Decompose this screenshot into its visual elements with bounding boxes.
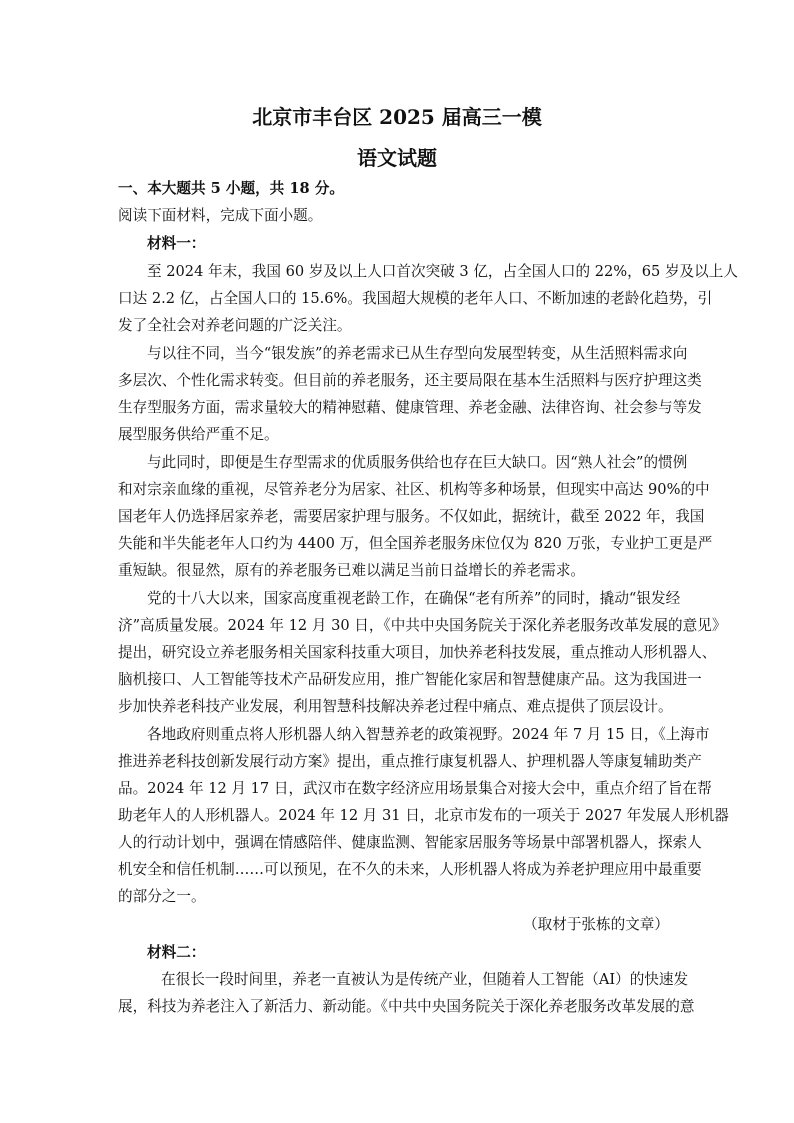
material-one-line: 失能和半失能老年人口约为 4400 万，但全国养老服务床位仅为 820 万张，专业护工更是严: [118, 535, 713, 552]
material-one-line: 机安全和信任机制……可以预见，在不久的未来，人形机器人将成为养老护理应用中最重要: [118, 861, 702, 878]
material-one-line: 重短缺。很显然，原有的养老服务已难以满足当前日益增长的养老需求。: [118, 562, 586, 579]
material-one-line: 的部分之一。: [118, 888, 206, 905]
material-one-line: 多层次、个性化需求转变。但目前的养老服务，还主要局限在基本生活照料与医疗护理这类: [118, 372, 702, 389]
material-one-line: 与此同时，即便是生存型需求的优质服务供给也存在巨大缺口。因“熟人社会”的惯例: [147, 454, 688, 471]
document-title: 北京市丰台区 2025 届高三一模: [252, 105, 542, 129]
material-one-line: 各地政府则重点将人形机器人纳入智慧养老的政策视野。2024 年 7 月 15 日，《上海市: [147, 726, 710, 743]
document-subtitle: 语文试题: [357, 146, 437, 170]
section-instruction: 阅读下面材料，完成下面小题。: [118, 207, 323, 224]
material-one-line: 品。2024 年 12 月 17 日，武汉市在数字经济应用场景集合对接大会中，重点介绍了旨在帮: [118, 780, 712, 797]
material-one-line: 人的行动计划中，强调在情感陪伴、健康监测、智能家居服务等场景中部署机器人，探索人: [118, 834, 702, 851]
material-one-line: 步加快养老科技产业发展，利用智慧科技解决养老过程中痛点、难点提供了顶层设计。: [118, 698, 673, 715]
material-one-line: 国老年人仍选择居家养老，需要居家护理与服务。不仅如此，据统计，截至 2022 年，我国: [118, 508, 705, 525]
material-one-line: 济”高质量发展。2024 年 12 月 30 日，《中共中央国务院关于深化养老服务改革发展的意见》: [118, 617, 727, 634]
material-one-source: （取材于张栋的文章）: [523, 916, 669, 933]
material-one-line: 提出，研究设立养老服务相关国家科技重大项目，加快养老科技发展，重点推动人形机器人、: [118, 644, 717, 661]
material-one-line: 口达 2.2 亿，占全国人口的 15.6%。我国超大规模的老年人口、不断加速的老龄化趋势，引: [118, 290, 713, 307]
material-one-line: 与以往不同，当今“银发族”的养老需求已从生存型向发展型转变，从生活照料需求向: [147, 345, 688, 362]
material-one-line: 党的十八大以来，国家高度重视老龄工作，在确保“老有所养”的同时，撬动“银发经: [147, 590, 681, 607]
material-two-line: 在很长一段时间里，养老一直被认为是传统产业，但随着人工智能（AI）的快速发: [161, 971, 689, 988]
material-one-line: 和对宗亲血缘的重视，尽管养老分为居家、社区、机构等多种场景，但现实中高达 90%的中: [118, 481, 710, 498]
material-one-line: 推进养老科技创新发展行动方案》提出，重点推行康复机器人、护理机器人等康复辅助类产: [118, 753, 702, 770]
material-one-line: 脑机接口、人工智能等技术产品研发应用，推广智能化家居和智慧健康产品。这为我国进一: [118, 671, 702, 688]
material-one-line: 发了全社会对养老问题的广泛关注。: [118, 317, 352, 334]
section-heading: 一、本大题共 5 小题，共 18 分。: [118, 180, 344, 197]
material-one-line: 生存型服务方面，需求量较大的精神慰藉、健康管理、养老金融、法律咨询、社会参与等发: [118, 399, 702, 416]
material-one-line: 至 2024 年末，我国 60 岁及以上人口首次突破 3 亿，占全国人口的 22%，65 岁及以上人: [147, 263, 738, 280]
material-one-line: 助老年人的人形机器人。2024 年 12 月 31 日，北京市发布的一项关于 2027 年发展人形机器: [118, 807, 729, 824]
material-two-label: 材料二：: [147, 944, 206, 961]
material-two-line: 展，科技为养老注入了新活力、新动能。《中共中央国务院关于深化养老服务改革发展的意: [118, 998, 695, 1015]
material-one-line: 展型服务供给严重不足。: [118, 426, 279, 443]
material-one-label: 材料一：: [147, 235, 206, 252]
